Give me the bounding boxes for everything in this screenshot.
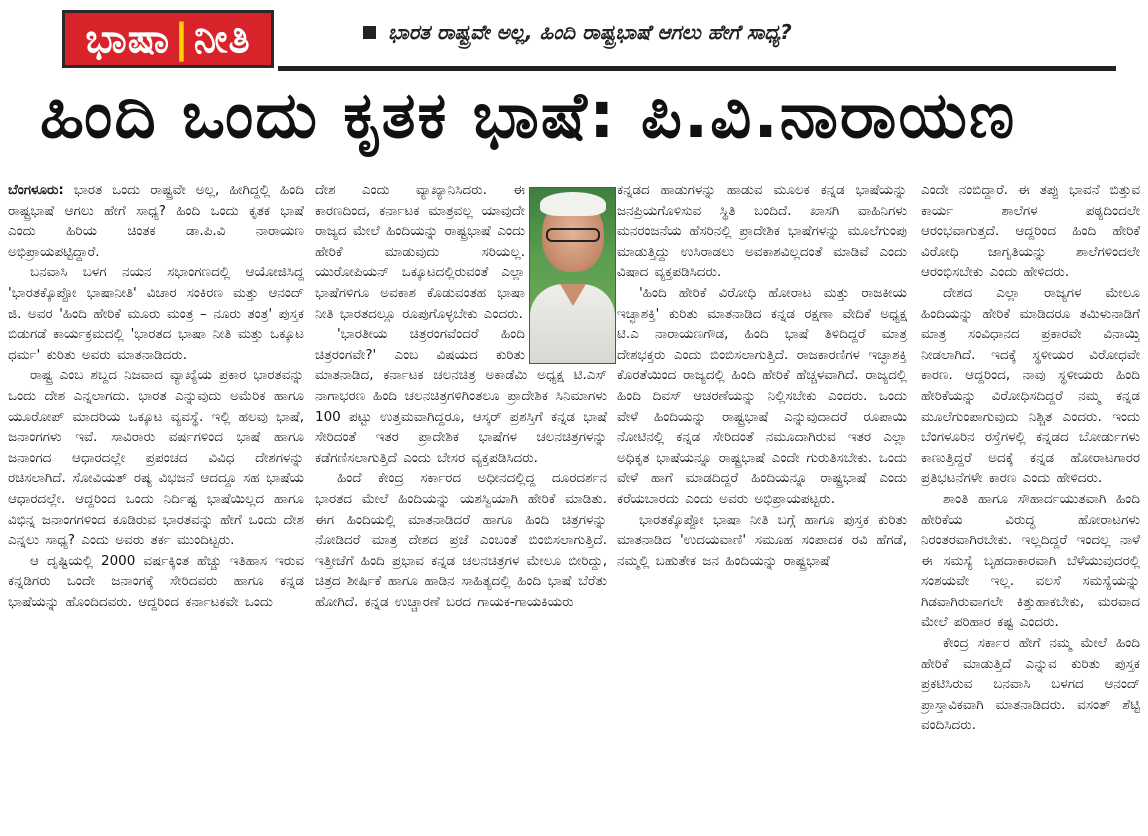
logo-word-neeti: ನೀತಿ — [193, 16, 251, 62]
article-column-1 — [8, 180, 304, 836]
kicker-line — [363, 20, 792, 44]
paragraph: ದೇಶದ ಎಲ್ಲಾ ರಾಜ್ಯಗಳ ಮೇಲೂ ಹಿಂದಿಯನ್ನು ಹೇರಿಕೆ ಮಾಡಿದರೂ ತಮಿಳುನಾಡಿಗೆ ಮಾತ್ರ ಸಂವಿಧಾನದ ಪ್ರಕಾರವೇ ವಿನಾಯ್ತಿ ನೀಡಲಾಗಿದೆ. ಇದಕ್ಕೆ ಸ್ಥಳೀಯರ ವಿರೋಧವೇ ಕಾರಣ. ಆದ್ದರಿಂದ, ನಾವು ಸ್ಥಳೀಯರು ಹಿಂದಿ ಹೇರಿಕೆಯನ್ನು ವಿರೋಧಿಸದಿದ್ದರೆ ನಮ್ಮ ಕನ್ನಡ ಮೂಲೆಗುಂಪಾಗುವುದು ನಿಶ್ಚಿತ ಎಂದರು. ಇಂದು ಬೆಂಗಳೂರಿನ ರಸ್ತೆಗಳಲ್ಲಿ ಕನ್ನಡದ ಬೋರ್ಡುಗಳು ಕಾಣುತ್ತಿದ್ದರೆ ಅದಕ್ಕೆ ಕನ್ನಡ ಹೋರಾಟಗಾರರ ಪ್ರತಿಭಟನೆಗಳೇ ಕಾರಣ ಎಂದು ಹೇಳಿದರು. — [921, 284, 1140, 487]
paragraph: ಕನ್ನಡದ ಹಾಡುಗಳನ್ನು ಹಾಡುವ ಮೂಲಕ ಕನ್ನಡ ಭಾಷೆಯನ್ನು ಜನಪ್ರಿಯಗೊಳಿಸುವ ಸ್ಥಿತಿ ಬಂದಿದೆ. ಖಾಸಗಿ ವಾಹಿನಿಗಳು ಮನರಂಜನೆಯ ಹೆಸರಿನಲ್ಲಿ ಪ್ರಾದೇಶಿಕ ಭಾಷೆಗಳನ್ನು ಮೂಲೆಗುಂಪು ಮಾಡುತ್ತಿದ್ದು ಉಸಿರಾಡಲು ಅವಕಾಶವಿಲ್ಲದಂತೆ ಮಾಡಿವೆ ಎಂದು ವಿಷಾದ ವ್ಯಕ್ತಪಡಿಸಿದರು. — [617, 182, 907, 281]
paragraph: ಕೇಂದ್ರ ಸರ್ಕಾರ ಹೇಗೆ ನಮ್ಮ ಮೇಲೆ ಹಿಂದಿ ಹೇರಿಕೆ ಮಾಡುತ್ತಿದೆ ಎನ್ನುವ ಕುರಿತು ಪುಸ್ತಕ ಪ್ರಕಟಿಸಿರುವ ಬನವಾಸಿ ಬಳಗದ ಆನಂದ್ ಪ್ರಾಸ್ತಾವಿಕವಾಗಿ ಮಾತನಾಡಿದರು. ವಸಂತ್ ಶೆಟ್ಟಿ ವಂದಿಸಿದರು. — [921, 635, 1140, 734]
article-column-3 — [617, 180, 907, 836]
article-column-4 — [921, 180, 1140, 836]
logo-separator: | — [174, 16, 190, 62]
photo-glasses — [546, 228, 600, 242]
paragraph: ಶಾಂತಿ ಹಾಗೂ ಸೌಹಾರ್ದಯುತವಾಗಿ ಹಿಂದಿ ಹೇರಿಕೆಯ ವಿರುದ್ಧ ಹೋರಾಟಗಳು ನಿರಂತರವಾಗಿರಬೇಕು. ಇಲ್ಲದಿದ್ದರೆ ಇಂದಲ್ಲ ನಾಳೆ ಈ ಸಮಸ್ಯೆ ಬೃಹದಾಕಾರವಾಗಿ ಬೆಳೆಯುವುದರಲ್ಲಿ ಸಂಶಯವೇ ಇಲ್ಲ. ವಲಸೆ ಸಮಸ್ಯೆಯನ್ನು ಗಿಡವಾಗಿರುವಾಗಲೇ ಕಿತ್ತುಹಾಕಬೇಕು, ಮರವಾದ ಮೇಲೆ ಪರಿಹಾರ ಕಷ್ಟ ಎಂದರು. — [921, 490, 1140, 631]
paragraph — [8, 180, 304, 262]
paragraph: ದೇಶ ಎಂದು ವ್ಯಾಖ್ಯಾನಿಸಿದರು. ಈ ಕಾರಣದಿಂದ, ಕರ್ನಾಟಕ ಮಾತ್ರವಲ್ಲ ಯಾವುದೇ ರಾಜ್ಯದ ಮೇಲೆ ಹಿಂದಿಯನ್ನು ರಾಷ್ಟ್ರಭಾಷೆ ಎಂದು ಹೇರಿಕೆ ಮಾಡುವುದು ಸರಿಯಲ್ಲ. ಯುರೋಪಿಯನ್ ಒಕ್ಕೂಟದಲ್ಲಿರುವಂತೆ ಎಲ್ಲಾ ಭಾಷೆಗಳಿಗೂ ಅವಕಾಶ ಕೊಡುವಂತಹ ಭಾಷಾ ನೀತಿ ಭಾರತದಲ್ಲೂ ರೂಪುಗೊಳ್ಳಬೇಕು ಎಂದರು. — [315, 182, 525, 322]
kicker-text: ಭಾರತ ರಾಷ್ಟ್ರವೇ ಅಲ್ಲ, ಹಿಂದಿ ರಾಷ್ಟ್ರಭಾಷೆ ಆಗಲು ಹೇಗೆ ಸಾಧ್ಯ? — [388, 20, 792, 44]
paragraph: ರಾಷ್ಟ್ರ ಎಂಬ ಶಬ್ದದ ನಿಜವಾದ ವ್ಯಾಖ್ಯೆಯ ಪ್ರಕಾರ ಭಾರತವನ್ನು ಒಂದು ದೇಶ ಎನ್ನಲಾಗದು. ಭಾರತ ಎನ್ನುವುದು ಅಮೆರಿಕ ಹಾಗೂ ಯೂರೋಪ್ ಮಾದರಿಯ ಒಕ್ಕೂಟ ವ್ಯವಸ್ಥೆ. ಇಲ್ಲಿ ಹಲವು ಭಾಷೆ, ಜನಾಂಗಗಳು ಇವೆ. ಸಾವಿರಾರು ವರ್ಷಗಳಿಂದ ಭಾಷೆ ಹಾಗೂ ಜನಾಂಗದ ಆಧಾರದಲ್ಲೇ ಪ್ರಪಂಚದ ವಿವಿಧ ದೇಶಗಳನ್ನು ರಚಿಸಲಾಗಿದೆ. ಸೋವಿಯತ್ ರಷ್ಯ ವಿಭಜನೆ ಆದದ್ದೂ ಸಹ ಭಾಷೆಯ ಆಧಾರದಲ್ಲೇ. ಆದ್ದರಿಂದ ಒಂದು ನಿರ್ದಿಷ್ಟ ಭಾಷೆಯಿಲ್ಲದ ಹಾಗೂ ವಿಭಿನ್ನ ಜನಾಂಗಗಳಿಂದ ಕೂಡಿರುವ ಭಾರತವನ್ನು ಹೇಗೆ ಒಂದು ದೇಶ ಎನ್ನಲು ಸಾಧ್ಯ? ಎಂದು ಅವರು ತರ್ಕ ಮುಂದಿಟ್ಟರು. — [8, 367, 304, 549]
header-rule — [278, 66, 1116, 71]
paragraph: ಹಿಂದೆ ಕೇಂದ್ರ ಸರ್ಕಾರದ ಅಧೀನದಲ್ಲಿದ್ದ ದೂರದರ್ಶನ ಭಾರತದ ಮೇಲೆ ಹಿಂದಿಯನ್ನು ಯಶಸ್ವಿಯಾಗಿ ಹೇರಿಕೆ ಮಾಡಿತು. ಈಗ ಹಿಂದಿಯಲ್ಲಿ ಮಾತನಾಡಿದರೆ ಹಾಗೂ ಹಿಂದಿ ಚಿತ್ರಗಳನ್ನು ನೋಡಿದರೆ ಮಾತ್ರ ದೇಶದ ಪ್ರಜೆ ಎಂಬಂತೆ ಬಿಂಬಿಸಲಾಗುತ್ತಿದೆ. ಇತ್ತೀಚೆಗೆ ಹಿಂದಿ ಪ್ರಭಾವ ಕನ್ನಡ ಚಲನಚಿತ್ರಗಳ ಮೇಲೂ ಬೀರಿದ್ದು, ಚಿತ್ರದ ಶೀರ್ಷಿಕೆ ಹಾಗೂ ಹಾಡಿನ ಸಾಹಿತ್ಯದಲ್ಲಿ ಹಿಂದಿ ಭಾಷೆ ಬೆರೆತು ಹೋಗಿದೆ. ಕನ್ನಡ ಉಚ್ಚಾರಣೆ ಬರದ ಗಾಯಕ-ಗಾಯಕಿಯರು — [315, 470, 607, 610]
paragraph: ಎಂದೇ ನಂಬಿದ್ದಾರೆ. ಈ ತಪ್ಪು ಭಾವನೆ ಬಿತ್ತುವ ಕಾರ್ಯ ಶಾಲೆಗಳ ಪಠ್ಯದಿಂದಲೇ ಆರಂಭವಾಗುತ್ತದೆ. ಆದ್ದರಿಂದ ಹಿಂದಿ ಹೇರಿಕೆ ವಿರೋಧಿ ಜಾಗೃತಿಯನ್ನು ಶಾಲೆಗಳಿಂದಲೇ ಆರಂಭಿಸಬೇಕು ಎಂದು ಹೇಳಿದರು. — [921, 182, 1140, 281]
section-logo — [62, 10, 274, 68]
speaker-portrait-photo — [529, 187, 616, 364]
paragraph-text: ಭಾರತ ಒಂದು ರಾಷ್ಟ್ರವೇ ಅಲ್ಲ, ಹೀಗಿದ್ದಲ್ಲಿ ಹಿಂದಿ ರಾಷ್ಟ್ರಭಾಷೆ ಆಗಲು ಹೇಗೆ ಸಾಧ್ಯ? ಹಿಂದಿ ಒಂದು ಕೃತಕ ಭಾಷೆ ಎಂದು ಹಿರಿಯ ಚಿಂತಕ ಡಾ.ಪಿ.ವಿ ನಾರಾಯಣ ಅಭಿಪ್ರಾಯಪಟ್ಟಿದ್ದಾರೆ. — [8, 182, 304, 260]
paragraph: ಭಾರತಕ್ಕೊಪ್ಪೋ ಭಾಷಾ ನೀತಿ ಬಗ್ಗೆ ಹಾಗೂ ಪುಸ್ತಕ ಕುರಿತು ಮಾತನಾಡಿದ 'ಉದಯವಾಣಿ' ಸಮೂಹ ಸಂಪಾದಕ ರವಿ ಹೆಗಡೆ, ನಮ್ಮಲ್ಲಿ ಬಹುತೇಕ ಜನ ಹಿಂದಿಯನ್ನು ರಾಷ್ಟ್ರಭಾಷೆ — [617, 511, 907, 569]
paragraph: ಬನವಾಸಿ ಬಳಗ ನಯನ ಸಭಾಂಗಣದಲ್ಲಿ ಆಯೋಜಿಸಿದ್ದ 'ಭಾರತಕ್ಕೊಪ್ಪೋ ಭಾಷಾನೀತಿ' ವಿಚಾರ ಸಂಕಿರಣ ಮತ್ತು ಆನಂದ್ ಜಿ. ಅವರ 'ಹಿಂದಿ ಹೇರಿಕೆ ಮೂರು ಮಂತ್ರ – ನೂರು ತಂತ್ರ' ಪುಸ್ತಕ ಬಿಡುಗಡೆ ಕಾರ್ಯಕ್ರಮದಲ್ಲಿ 'ಭಾರತದ ಭಾಷಾ ನೀತಿ ಮತ್ತು ಒಕ್ಕೂಟ ಧರ್ಮ' ಕುರಿತು ಅವರು ಮಾತನಾಡಿದರು. — [8, 264, 304, 363]
dateline: ಬೆಂಗಳೂರು: — [8, 182, 64, 198]
paragraph: 'ಭಾರತೀಯ ಚಿತ್ರರಂಗವೆಂದರೆ ಹಿಂದಿ ಚಿತ್ರರಂಗವೇ?' ಎಂಬ ವಿಷಯದ ಕುರಿತು ಮಾತನಾಡಿದ, ಕರ್ನಾಟಕ ಚಲನಚಿತ್ರ ಅಕಾಡೆಮಿ ಅಧ್ಯಕ್ಷ ಟಿ.ಎಸ್ ನಾಗಾಭರಣ ಹಿಂದಿ ಚಲನಚಿತ್ರಗಳಿಗಿಂತಲೂ ಪ್ರಾದೇಶಿಕ ಸಿನಿಮಾಗಳು 100 ಪಟ್ಟು ಉತ್ತಮವಾಗಿದ್ದರೂ, ಆಸ್ಕರ್ ಪ್ರಶಸ್ತಿಗೆ ಕನ್ನಡ ಭಾಷೆ ಸೇರಿದಂತೆ ಇತರ ಪ್ರಾದೇಶಿಕ ಭಾಷೆಗಳ ಚಲನಚಿತ್ರಗಳನ್ನು ಕಡೆಗಣಿಸಲಾಗುತ್ತಿದೆ ಎಂದು ಬೇಸರ ವ್ಯಕ್ತಪಡಿಸಿದರು. — [315, 326, 607, 466]
paragraph: 'ಹಿಂದಿ ಹೇರಿಕೆ ವಿರೋಧಿ ಹೋರಾಟ ಮತ್ತು ರಾಜಕೀಯ ಇಚ್ಛಾಶಕ್ತಿ' ಕುರಿತು ಮಾತನಾಡಿದ ಕನ್ನಡ ರಕ್ಷಣಾ ವೇದಿಕೆ ಅಧ್ಯಕ್ಷ ಟಿ.ಎ ನಾರಾಯಣಗೌಡ, ಹಿಂದಿ ಭಾಷೆ ತಿಳಿದಿದ್ದರೆ ಮಾತ್ರ ದೇಶಭಕ್ತರು ಎಂದು ಬಿಂಬಿಸಲಾಗುತ್ತಿದೆ. ರಾಜಕಾರಣಿಗಳ ಇಚ್ಛಾಶಕ್ತಿ ಕೊರತೆಯಿಂದ ರಾಜ್ಯದಲ್ಲಿ ಹಿಂದಿ ಹೇರಿಕೆ ಹೆಚ್ಚಳವಾಗಿದೆ. ರಾಜ್ಯದಲ್ಲಿ ಹಿಂದಿ ದಿವಸ್ ಆಚರಣೆಯನ್ನು ನಿಲ್ಲಿಸಬೇಕು ಎಂದರು. ಒಂದು ವೇಳೆ ಹಿಂದಿಯನ್ನು ರಾಷ್ಟ್ರಭಾಷೆ ಎನ್ನುವುದಾದರೆ ರೂಪಾಯಿ ನೋಟಿನಲ್ಲಿ ಕನ್ನಡ ಸೇರಿದಂತೆ ನಮೂದಾಗಿರುವ ಇತರ ಎಲ್ಲಾ ಅಧಿಕೃತ ಭಾಷೆಯನ್ನೂ ರಾಷ್ಟ್ರಭಾಷೆ ಎಂದೇ ಗುರುತಿಸಬೇಕು. ಒಂದು ವೇಳೆ ಹಾಗೆ ಮಾಡದಿದ್ದರೆ ಹಿಂದಿಯನ್ನೂ ರಾಷ್ಟ್ರಭಾಷೆ ಎಂದು ಕರೆಯಬಾರದು ಎಂದು ಅವರು ಅಭಿಪ್ರಾಯಪಟ್ಟರು. — [617, 284, 907, 507]
bullet-square-icon — [363, 26, 376, 39]
paragraph: ಆ ದೃಷ್ಟಿಯಲ್ಲಿ 2000 ವರ್ಷಕ್ಕಿಂತ ಹೆಚ್ಚು ಇತಿಹಾಸ ಇರುವ ಕನ್ನಡಿಗರು ಒಂದೇ ಜನಾಂಗಕ್ಕೆ ಸೇರಿದವರು ಹಾಗೂ ಕನ್ನಡ ಭಾಷೆಯನ್ನು ಹೊಂದಿದವರು. ಆದ್ದರಿಂದ ಕರ್ನಾಟಕವೇ ಒಂದು — [8, 552, 304, 610]
logo-word-bhasha: ಭಾಷಾ — [85, 16, 171, 62]
headline: ಹಿಂದಿ ಒಂದು ಕೃತಕ ಭಾಷೆ: ಪಿ.ವಿ.ನಾರಾಯಣ — [40, 79, 1017, 153]
photo-hair — [540, 192, 606, 216]
